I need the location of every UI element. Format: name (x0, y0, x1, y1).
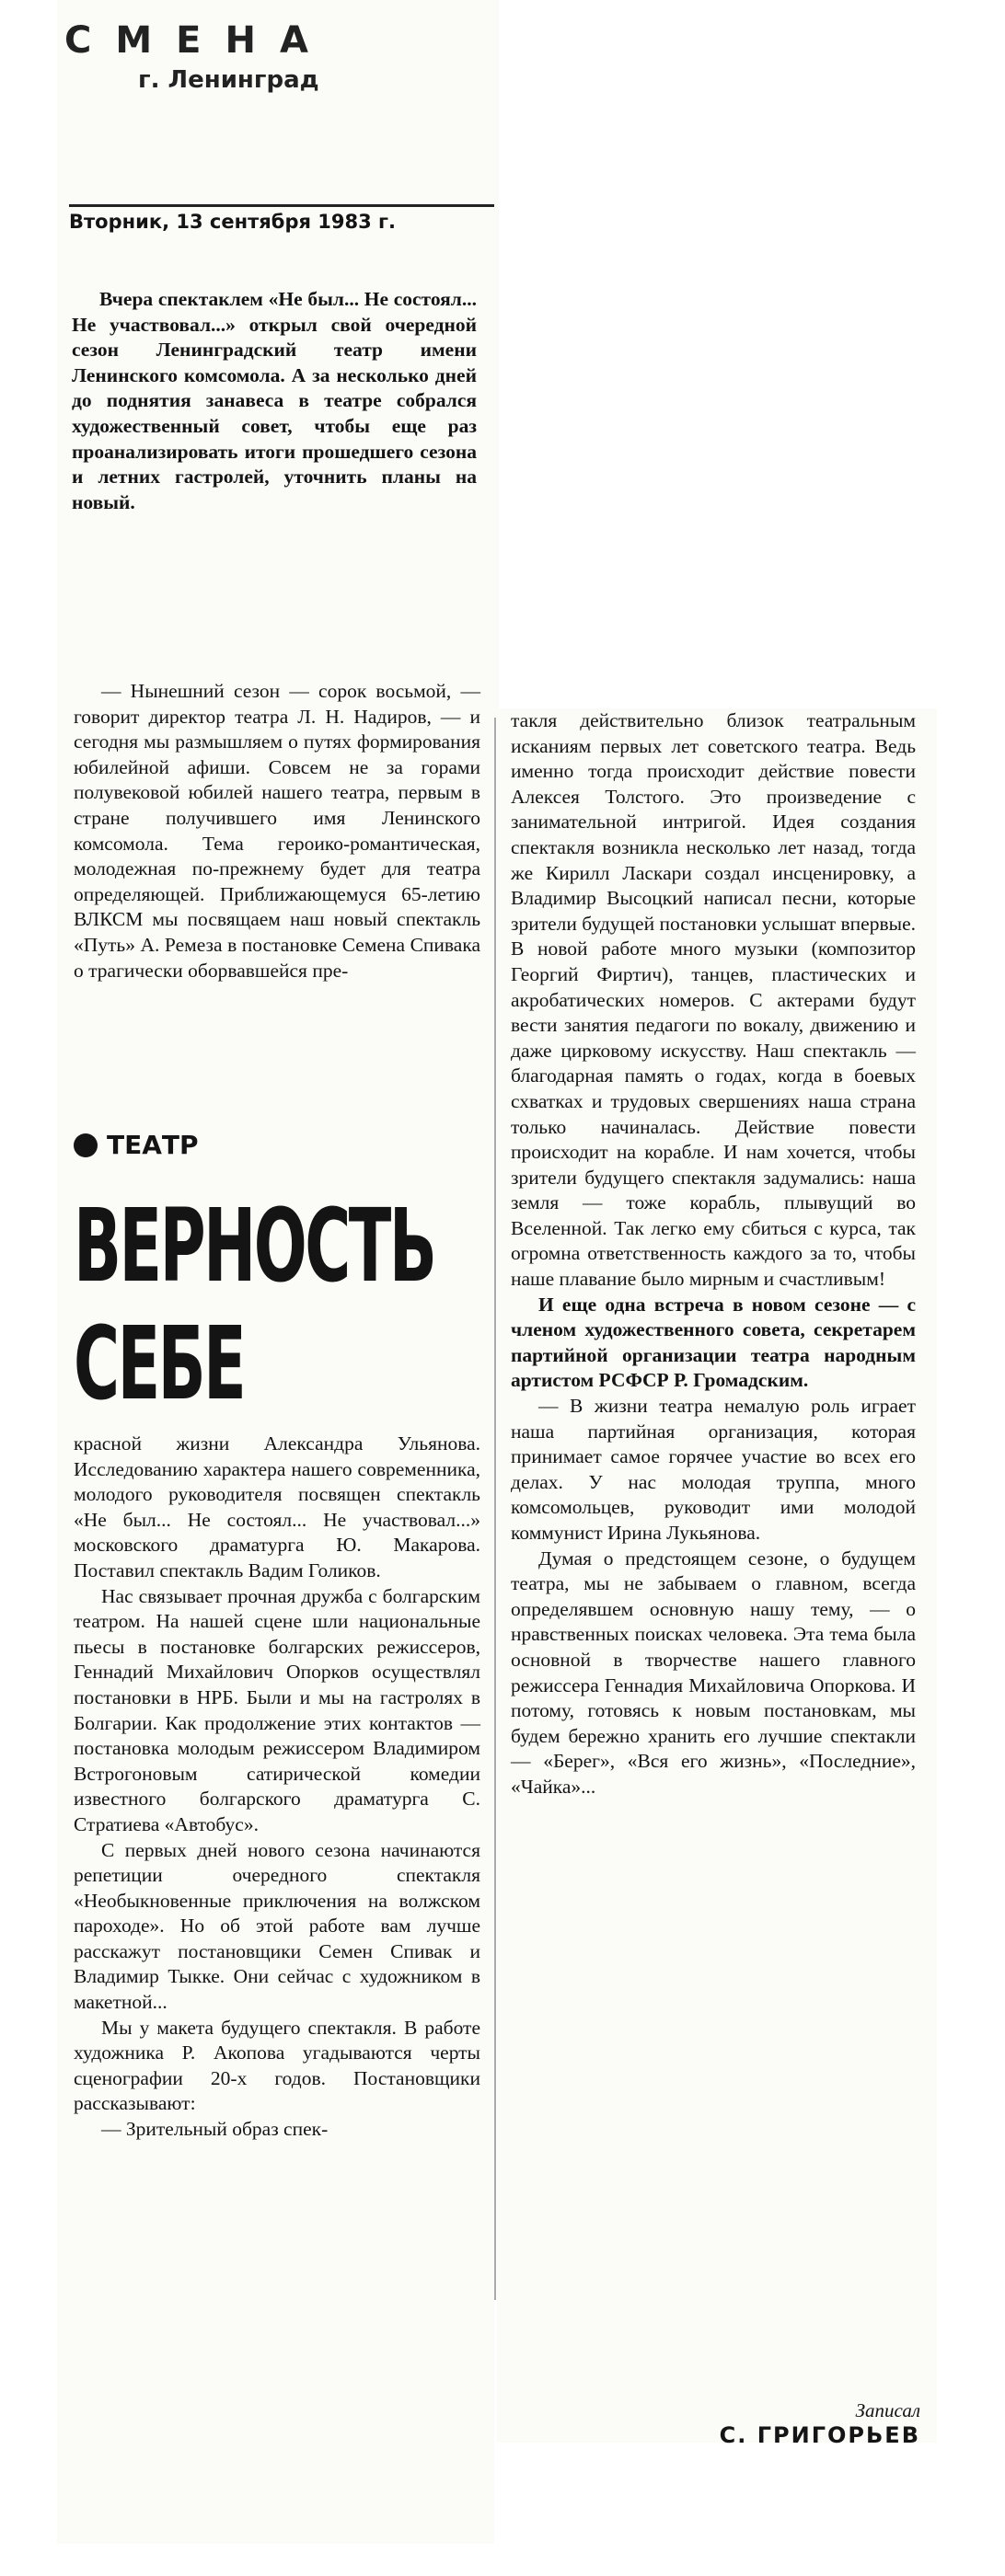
paragraph: — Нынешний сезон — сорок восьмой, — говорит директор театра Л. Н. Надиров, — и сегодня мы размышляем о путях формирования юбилейной афиши. Совсем не за горами полувековой юбилей нашего театра, первым в стране получившего имя Ленинского комсомола. Тема героико-романтическая, молодежная по-прежнему будет для театра определяющей. Приближающемуся 65-летию ВЛКСМ мы посвящаем наш новый спектакль «Путь» А. Ремеза в постановке Семена Спивака о трагически оборвавшейся пре- (74, 680, 480, 982)
rubric-label: ТЕАТР (107, 1130, 199, 1160)
paragraph: Мы у макета будущего спектакля. В работе художника Р. Акопова угадываются черты сценографии 20-х годов. Постановщики рассказывают: (74, 2016, 480, 2115)
paragraph: красной жизни Александра Ульянова. Исследованию характера нашего современника, молодого руководителя посвящен спектакль «Не был... Не состоял... Не участвовал...» московского драматурга Ю. Макарова. Поставил спектакль Вадим Голиков. (74, 1432, 480, 1581)
byline (681, 2399, 920, 2448)
headline-line-1: ВЕРНОСТЬ (74, 1187, 435, 1305)
bullet-icon (74, 1133, 98, 1157)
byline-author: С. ГРИГОРЬЕВ (719, 2422, 920, 2448)
paragraph: такля действительно близок театральным исканиям первых лет советского театра. Ведь именно тогда происходит действие повести Алексея Толстого. Это произведение с занимательной интригой. Идея создания спектакля возникла несколько лет назад, тогда же Кирилл Ласкари создал инсценировку, а Владимир Высоцкий написал песни, которые зрители будущей постановки услышат впервые. В новой работе много музыки (композитор Георгий Фиртич), танцев, пластических и акробатических номеров. С актерами будут вести занятия педагоги по вокалу, движению и даже цирковому искусству. Наш спектакль — благодарная память о годах, когда в боевых схватках и трудовых свершениях наша страна только начиналась. Действие повести происходит на корабле. И нам хочется, чтобы зрители будущего спектакля задумались: наша земля — тоже корабль, плывущий во Вселенной. Так легко ему сбиться с курса, так огромна ответственность каждого за то, чтобы наше плавание было мирным и счастливым! (511, 709, 916, 1291)
paragraph: — Зрительный образ спек- (101, 2118, 329, 2141)
byline-label: Записал (855, 2399, 920, 2421)
rubric (74, 1130, 199, 1160)
paragraph: С первых дней нового сезона начинаются репетиции очередного спектакля «Необыкновенные приключения на волжском пароходе». Но об этой работе вам лучше расскажут постановщики Семен Спивак и Владимир Тыкке. Они сейчас с художником в макетной... (74, 1838, 480, 2014)
headline (74, 1187, 435, 1422)
headline-line-2: СЕБЕ (74, 1305, 245, 1422)
newspaper-name: СМЕНА (64, 19, 332, 62)
paragraph: — В жизни театра немалую роль играет наша партийная организация, которая принимает самое горячее участие во всех его делах. У нас молодая труппа, много комсомольцев, руководит ими молодой коммунист Ирина Лукьянова. (511, 1395, 916, 1544)
masthead (64, 18, 497, 94)
newspaper-city: г. Ленинград (138, 66, 319, 94)
column-1-top (74, 679, 480, 983)
column-2 (511, 708, 916, 1800)
column-divider (494, 718, 496, 2300)
paragraph: Нас связывает прочная дружба с болгарским театром. На нашей сцене шли национальные пьесы в постановке болгарских режиссеров, Геннадий Михайлович Опорков осуществлял постановки в НРБ. Были и мы на гастролях в Болгарии. Как продолжение этих контактов — постановка молодым режиссером Владимиром Встрогоновым сатирической комедии известного болгарского драматурга С. Стратиева «Автобус». (74, 1584, 480, 1835)
lead-paragraph: Вчера спектаклем «Не был... Не состоял... Не участвовал...» открыл свой очередной сезон Ленинградский театр имени Ленинского комсомола. А за несколько дней до поднятия занавеса в театре собрался художественный совет, чтобы еще раз проанализировать итоги прошедшего сезона и летних гастролей, уточнить планы на новый. (72, 288, 477, 513)
dateline: Вторник, 13 сентября 1983 г. (69, 204, 494, 233)
paragraph: Думая о предстоящем сезоне, о будущем театра, мы не забываем о главном, всегда определявшем основную нашу тему, — о нравственных поисках человека. Эта тема была основной в творчестве нашего главного режиссера Геннадия Михайловича Опоркова. И потому, готовясь к новым постановкам, мы будем бережно хранить его лучшие спектакли — «Берег», «Вся его жизнь», «Последние», «Чайка»... (511, 1547, 916, 1798)
column-1-bottom (74, 1432, 480, 2143)
article-lead (72, 287, 477, 515)
interview-intro: И еще одна встреча в новом сезоне — с членом художественного совета, секретарем партийной организации театра народным артистом РСФСР Р. Громадским. (511, 1293, 916, 1392)
